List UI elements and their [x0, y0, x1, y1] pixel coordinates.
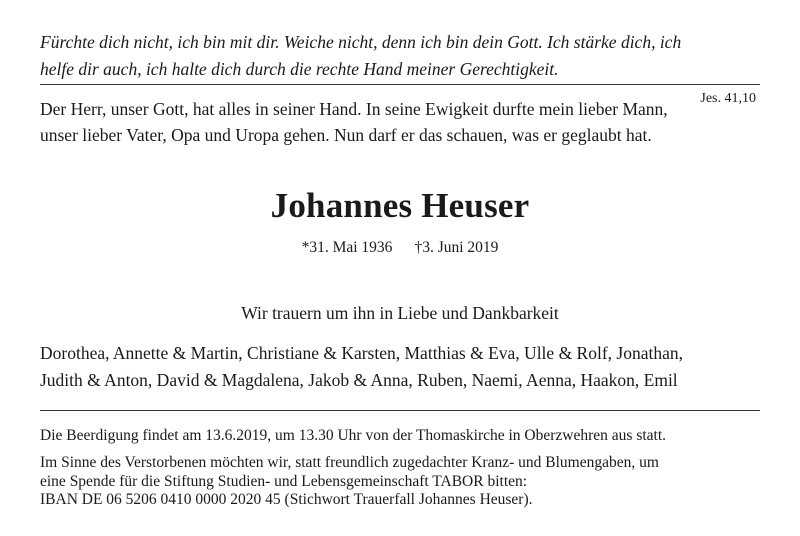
divider-top [40, 84, 760, 85]
verse-reference: Jes. 41,10 [700, 91, 756, 106]
donation-line-2: eine Spende für die Stiftung Studien- und Lebensgemeinschaft TABOR bitten: [40, 472, 528, 490]
intro-line-1: Der Herr, unser Gott, hat alles in seiner Hand. In seine Ewigkeit durfte mein lieber Mann, [40, 99, 668, 119]
obituary-notice [40, 0, 760, 536]
family-line-2: Judith & Anton, David & Magdalena, Jakob & Anna, Ruben, Naemi, Aenna, Haakon, Emil [40, 370, 678, 390]
deceased-name: Johannes Heuser [270, 186, 530, 225]
death-date: †3. Juni 2019 [414, 239, 499, 256]
donation-line-1: Im Sinne des Verstorbenen möchten wir, statt freundlich zugedachter Kranz- und Blumengaben, um [40, 454, 659, 471]
donation-info [40, 454, 760, 510]
verse-line-2: helfe dir auch, ich halte dich durch die rechte Hand meiner Gerechtigkeit. [40, 59, 559, 79]
intro-line-2: unser lieber Vater, Opa und Uropa gehen. Nun darf er das schauen, was er geglaubt hat. [40, 125, 652, 145]
verse-line-1: Fürchte dich nicht, ich bin mit dir. Weiche nicht, denn ich bin dein Gott. Ich stärke dich, ich [40, 32, 682, 52]
birth-date: *31. Mai 1936 [301, 239, 393, 256]
mourning-line: Wir trauern um ihn in Liebe und Dankbarkeit [241, 303, 559, 323]
divider-bottom [40, 410, 760, 411]
life-dates [40, 237, 760, 259]
intro-text [40, 96, 760, 148]
family-line-1: Dorothea, Annette & Martin, Christiane & Karsten, Matthias & Eva, Ulle & Rolf, Jonathan, [40, 343, 683, 363]
bible-verse [40, 29, 760, 106]
funeral-info: Die Beerdigung findet am 13.6.2019, um 13.30 Uhr von der Thomaskirche in Oberzwehren aus statt. [40, 427, 667, 444]
family-names [40, 340, 760, 394]
donation-line-3: IBAN DE 06 5206 0410 0000 2020 45 (Stichwort Trauerfall Johannes Heuser). [40, 491, 533, 508]
